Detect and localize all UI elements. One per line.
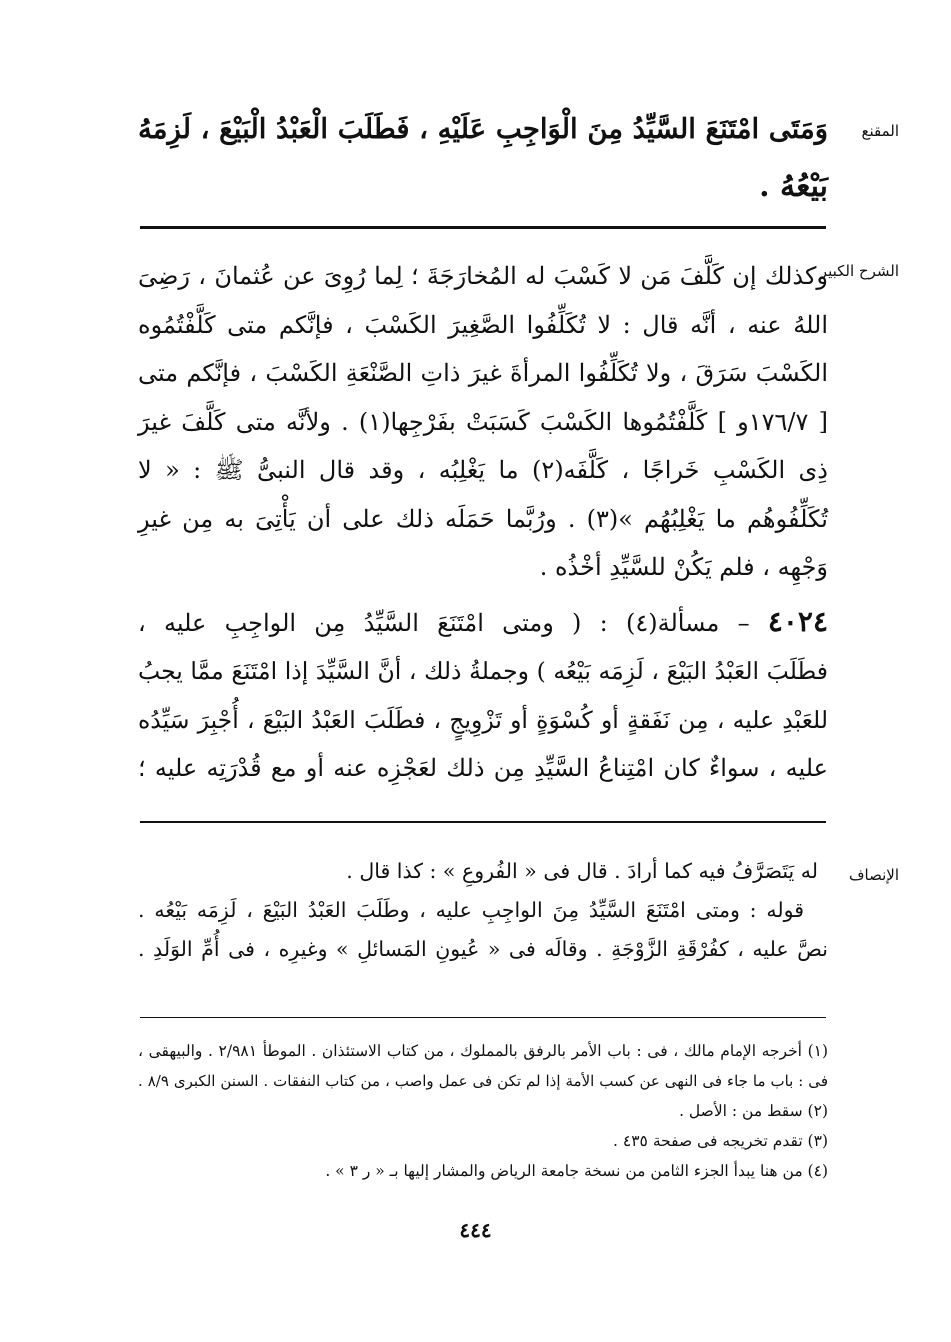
insaf-line: نصَّ عليه ، كفُرْقَةِ الزَّوْجَةِ . وقالَه فى « عُيونِ المَسائلِ » وغيرِه ، فى أُمِّ الوَلَدِ . — [138, 937, 828, 961]
sharh-line: ذِى الكَسْبِ خَراجًا ، كَلَّفَه(٢) ما يَغْلِبُه ، وقد قال النبىُّ ﷺ : « لا — [138, 456, 828, 484]
sharh-line: تُكَلِّفُوهُم ما يَغْلِبُهُم »(٣) . ورُبَّما حَمَلَه ذلك على أن يَأْتِىَ به مِن غيرِ — [138, 504, 828, 533]
margin-label-insaf: الإنصاف — [848, 866, 899, 884]
sharh-line: وَجْهِه ، فلم يَكُنْ للسَّيِّدِ أخْذُه . — [539, 553, 828, 581]
footnote-line: فى : باب ما جاء فى النهى عن كسب الأمة إذا لم تكن فى عمل واصب ، من كتاب النفقات . السنن الكبرى ٨/٩ . — [138, 1072, 828, 1090]
footnotes — [138, 1036, 828, 1186]
page-number: ٤٤٤ — [459, 1218, 492, 1242]
muqni-line: وَمَتَى امْتَنَعَ السَّيِّدُ مِنَ الْوَاجِبِ عَلَيْهِ ، فَطَلَبَ الْعَبْدُ الْبَيْعَ ، لَزِمَهُ — [138, 113, 828, 145]
muqni-line: بَيْعُهُ . — [759, 169, 828, 204]
insaf-line: قوله : ومتى امْتَنَعَ السَّيِّدُ مِنَ الواجِبِ عليه ، وطَلَبَ العَبْدُ البَيْعَ ، لَزِمَه بَيْعُه . — [138, 898, 804, 922]
sharh-line: وكذلك إن كَلَّفَ مَن لا كَسْبَ له المُخارَجَةَ ؛ لِما رُوِىَ عن عُثمانَ ، رَضِىَ — [138, 262, 828, 290]
masala-number: ٤٠٢٤ — [767, 604, 828, 638]
sharh-line: اللهُ عنه ، أنَّه قال : لا تُكَلِّفُوا الصَّغِيرَ الكَسْبَ ، فإنَّكم متى كَلَّفْتُمُوه — [138, 310, 828, 339]
footnote-line: (٤) من هنا يبدأ الجزء الثامن من نسخة جامعة الرياض والمشار إليها بـ « ر ٣ » . — [325, 1162, 828, 1180]
sharh-text — [138, 252, 828, 793]
masala-line: عليه ، سواءٌ كان امْتِناعُ السَّيِّدِ مِن ذلك لعَجْزِه عنه أو مع قُدْرَتِه عليه ؛ — [138, 754, 828, 782]
sharh-line: الكَسْبَ سَرَقَ ، ولا تُكَلِّفُوا المرأةَ غيرَ ذاتِ الصَّنْعَةِ الكَسْبَ ، فإنَّكم متى — [138, 359, 828, 387]
section-divider — [140, 821, 826, 823]
section-divider — [140, 226, 826, 229]
footnote-line: (١) أخرجه الإمام مالك ، فى : باب الأمر بالرفق بالمملوك ، من كتاب الاستئذان . الموطأ ٢/٩٨١ . والبيهقى ، — [138, 1042, 829, 1060]
footnote-line: (٢) سقط من : الأصل . — [679, 1102, 828, 1120]
footnote-line: (٣) تقدم تخريجه فى صفحة ٤٣٥ . — [613, 1132, 828, 1150]
insaf-text — [138, 852, 828, 969]
margin-label-sharh: الشرح الكبير — [819, 262, 899, 280]
insaf-line: له يَتَصَرَّفُ فيه كما أرادَ . قال فى « الفُروعِ » : كذا قال . — [346, 859, 818, 883]
masala-line: فطَلَبَ العَبْدُ البَيْعَ ، لَزِمَه بَيْعُه ) وجملةُ ذلك ، أنَّ السَّيِّدَ إذا امْتَنَعَ ممَّا يجبُ — [138, 657, 828, 685]
margin-label-muqni: المقنع — [861, 122, 899, 140]
masala-line: للعَبْدِ عليه ، مِن نَفَقةٍ أو كُسْوَةٍ أو تَزْوِيجٍ ، فطَلَبَ العَبْدُ البَيْعَ ، أُجْبِرَ سَيِّدُه — [138, 705, 828, 734]
sharh-line: [ ١٧٦/٧و ] كَلَّفْتُمُوها الكَسْبَ كَسَبَتْ بفَرْجِها(١) . ولأنَّه متى كَلَّفَ غيرَ — [138, 407, 828, 436]
muqni-text — [138, 100, 828, 216]
masala-line: ٤٠٢٤ – مسألة(٤) : ( ومتى امْتَنَعَ السَّيِّدُ مِن الواجِبِ عليه ، — [138, 604, 828, 638]
footnote-divider — [140, 1017, 826, 1018]
